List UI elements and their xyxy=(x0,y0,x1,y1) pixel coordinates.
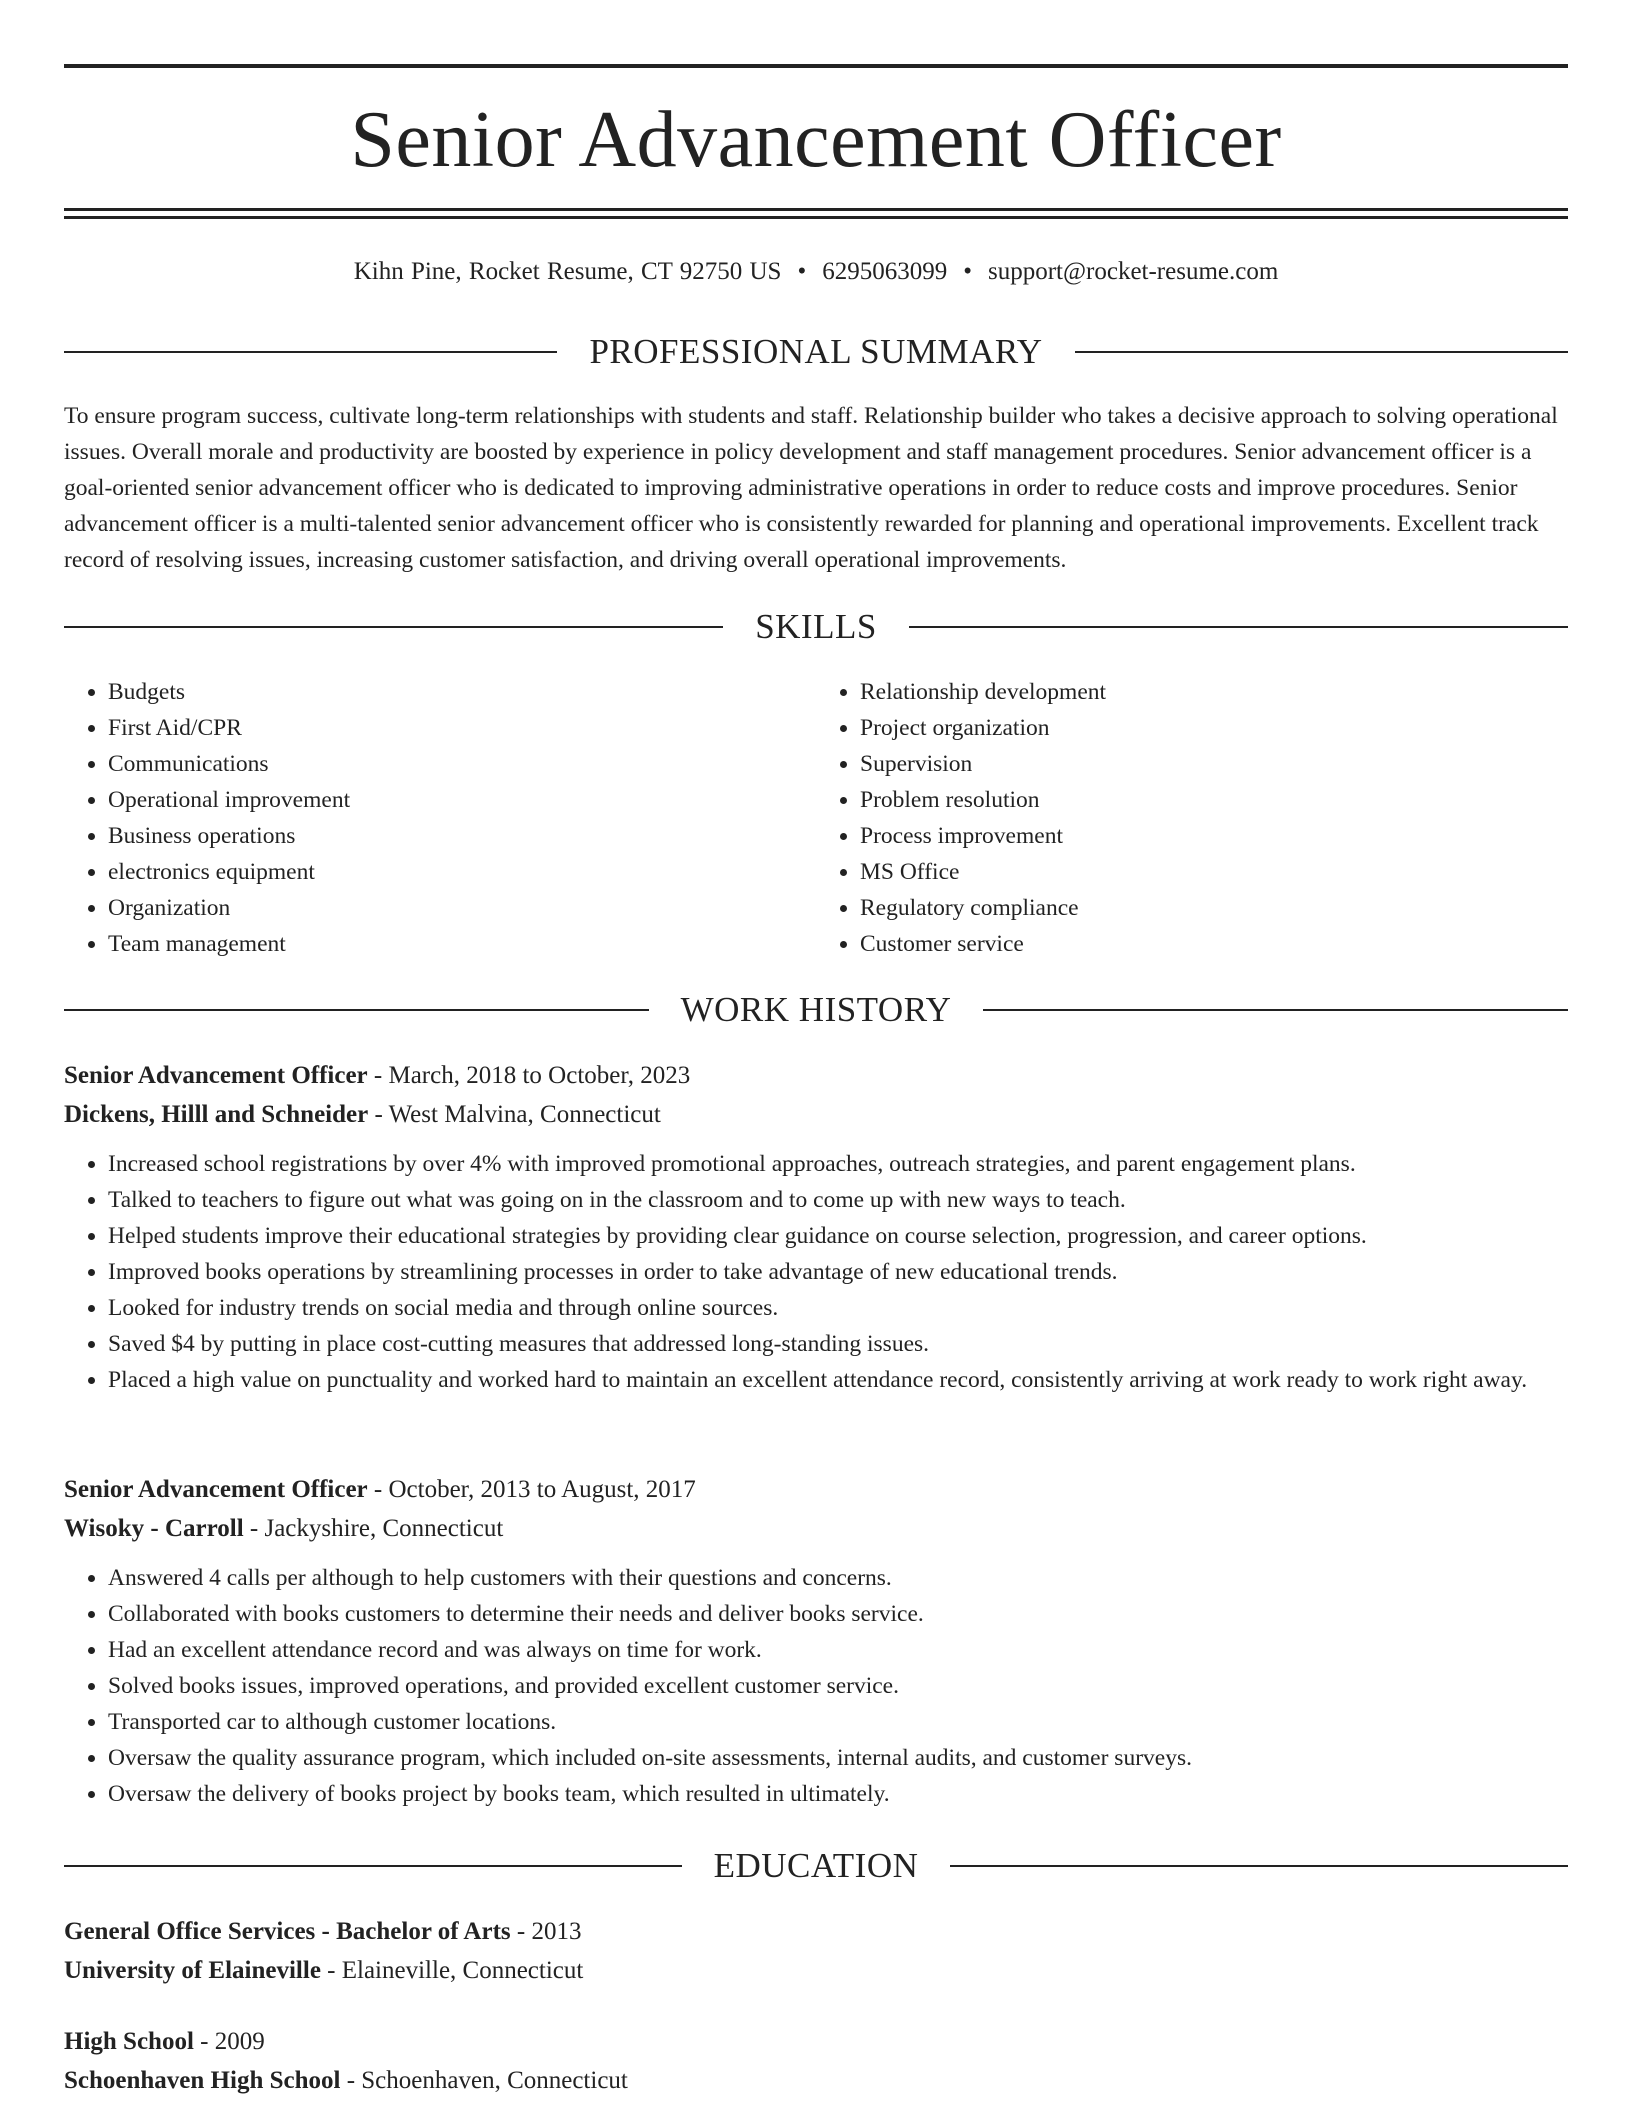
contact-separator: • xyxy=(797,258,807,285)
job-location: - Jackyshire, Connecticut xyxy=(243,1515,504,1542)
skill-item: • Organization xyxy=(108,890,816,926)
job-bullet: • Answered 4 calls per although to help customers with their questions and concerns. xyxy=(108,1560,1568,1596)
skill-item: • Relationship development xyxy=(860,674,1568,710)
education-entry xyxy=(64,2022,1568,2100)
heading-rule-left xyxy=(64,351,557,353)
education-year: - 2013 xyxy=(510,1918,582,1945)
skill-item: • Business operations xyxy=(108,818,816,854)
education-school-line xyxy=(64,1951,1568,1990)
summary-text: To ensure program success, cultivate long-term relationships with students and staff. Relationship builder who takes a decisive approach to solving operational issues. Overall morale and productivity are boosted by experience in policy development and staff management procedures. Senior advancement officer is a goal-oriented senior advancement officer who is dedicated to improving administrative operations in order to reduce costs and improve procedures. Senior advancement officer is a multi-talented senior advancement officer who is consistently rewarded for planning and operational improvements. Excellent track record of resolving issues, increasing customer satisfaction, and driving overall operational improvements. xyxy=(64,403,1558,573)
contact-address: Kihn Pine, Rocket Resume, CT 92750 US xyxy=(353,258,782,285)
skills-list-right xyxy=(816,674,1568,962)
skill-item: • Team management xyxy=(108,926,816,962)
job-entry xyxy=(64,1056,1568,1398)
skill-item: • First Aid/CPR xyxy=(108,710,816,746)
heading-rule-left xyxy=(64,1865,682,1867)
job-bullet: • Oversaw the quality assurance program, which included on-site assessments, internal audits, and customer surveys. xyxy=(108,1740,1568,1776)
summary-heading: PROFESSIONAL SUMMARY xyxy=(589,332,1043,371)
skill-item: • Process improvement xyxy=(860,818,1568,854)
heading-rule-right xyxy=(909,626,1568,628)
skill-item: • Supervision xyxy=(860,746,1568,782)
skills-list-left xyxy=(64,674,816,962)
education-degree-line xyxy=(64,1912,1568,1951)
skill-item: • Customer service xyxy=(860,926,1568,962)
contact-email[interactable]: support@rocket-resume.com xyxy=(988,258,1279,285)
contact-separator: • xyxy=(963,258,972,285)
job-bullet: • Transported car to although customer locations. xyxy=(108,1704,1568,1740)
education-location: - Elaineville, Connecticut xyxy=(320,1957,584,1984)
skills-heading: SKILLS xyxy=(755,607,877,646)
heading-rule-right xyxy=(1075,351,1568,353)
education-entry xyxy=(64,1912,1568,1990)
education-degree: High School xyxy=(64,2028,194,2055)
job-company: Wisoky - Carroll xyxy=(64,1515,244,1542)
job-company-line xyxy=(64,1509,1568,1548)
education-heading: EDUCATION xyxy=(713,1846,919,1885)
work-heading: WORK HISTORY xyxy=(680,990,952,1029)
skill-item: • Budgets xyxy=(108,674,816,710)
skill-item: • Communications xyxy=(108,746,816,782)
job-bullet: • Improved books operations by streamlining processes in order to take advantage of new educational trends. xyxy=(108,1254,1568,1290)
heading-rule-right xyxy=(983,1009,1568,1011)
job-company-line xyxy=(64,1095,1568,1134)
job-title-line xyxy=(64,1470,1568,1509)
job-bullet: • Saved $4 by putting in place cost-cutting measures that addressed long-standing issues. xyxy=(108,1326,1568,1362)
education-year: - 2009 xyxy=(193,2028,265,2055)
heading-rule-left xyxy=(64,626,723,628)
job-company: Dickens, Hilll and Schneider xyxy=(64,1101,369,1128)
skill-item: • electronics equipment xyxy=(108,854,816,890)
heading-rule-left xyxy=(64,1009,649,1011)
job-title: Senior Advancement Officer xyxy=(64,1476,368,1503)
heading-rule-right xyxy=(950,1865,1568,1867)
job-bullet: • Placed a high value on punctuality and worked hard to maintain an excellent attendance record, consistently arriving at work ready to work right away. xyxy=(108,1362,1568,1398)
job-bullet: • Had an excellent attendance record and was always on time for work. xyxy=(108,1632,1568,1668)
job-bullet: • Solved books issues, improved operations, and provided excellent customer service. xyxy=(108,1668,1568,1704)
education-location: - Schoenhaven, Connecticut xyxy=(340,2067,628,2094)
skill-item: • Operational improvement xyxy=(108,782,816,818)
education-degree-line xyxy=(64,2022,1568,2061)
job-location: - West Malvina, Connecticut xyxy=(368,1101,661,1128)
top-rule xyxy=(64,64,1568,68)
skill-item: • Project organization xyxy=(860,710,1568,746)
education-heading-row xyxy=(64,1846,1568,1886)
education-school-line xyxy=(64,2061,1568,2100)
work-heading-row xyxy=(64,990,1568,1030)
summary-heading-row xyxy=(64,332,1568,372)
job-bullet: • Oversaw the delivery of books project by books team, which resulted in ultimately. xyxy=(108,1776,1568,1812)
job-bullet: • Helped students improve their educational strategies by providing clear guidance on course selection, progression, and career options. xyxy=(108,1218,1568,1254)
skill-item: • MS Office xyxy=(860,854,1568,890)
skill-item: • Regulatory compliance xyxy=(860,890,1568,926)
job-entry xyxy=(64,1470,1568,1812)
contact-line xyxy=(64,252,1568,292)
job-title: Senior Advancement Officer xyxy=(64,1062,368,1089)
job-bullet: • Talked to teachers to figure out what was going on in the classroom and to come up with new ways to teach. xyxy=(108,1182,1568,1218)
skill-item: • Problem resolution xyxy=(860,782,1568,818)
contact-phone[interactable]: 6295063099 xyxy=(822,258,948,285)
job-bullets xyxy=(64,1560,1568,1812)
title-rule-lower xyxy=(64,216,1568,219)
title-rule-upper xyxy=(64,208,1568,211)
skills-heading-row xyxy=(64,607,1568,647)
job-bullet: • Looked for industry trends on social media and through online sources. xyxy=(108,1290,1568,1326)
job-bullet: • Increased school registrations by over 4% with improved promotional approaches, outreach strategies, and parent engagement plans. xyxy=(108,1146,1568,1182)
job-bullets xyxy=(64,1146,1568,1398)
skills-columns xyxy=(64,674,1568,962)
job-dates: - March, 2018 to October, 2023 xyxy=(367,1062,691,1089)
resume-title: Senior Advancement Officer xyxy=(350,96,1282,184)
job-title-line xyxy=(64,1056,1568,1095)
education-school: University of Elaineville xyxy=(64,1957,321,1984)
job-bullet: • Collaborated with books customers to determine their needs and deliver books service. xyxy=(108,1596,1568,1632)
education-school: Schoenhaven High School xyxy=(64,2067,341,2094)
job-dates: - October, 2013 to August, 2017 xyxy=(367,1476,696,1503)
education-degree: General Office Services - Bachelor of Arts xyxy=(64,1918,511,1945)
